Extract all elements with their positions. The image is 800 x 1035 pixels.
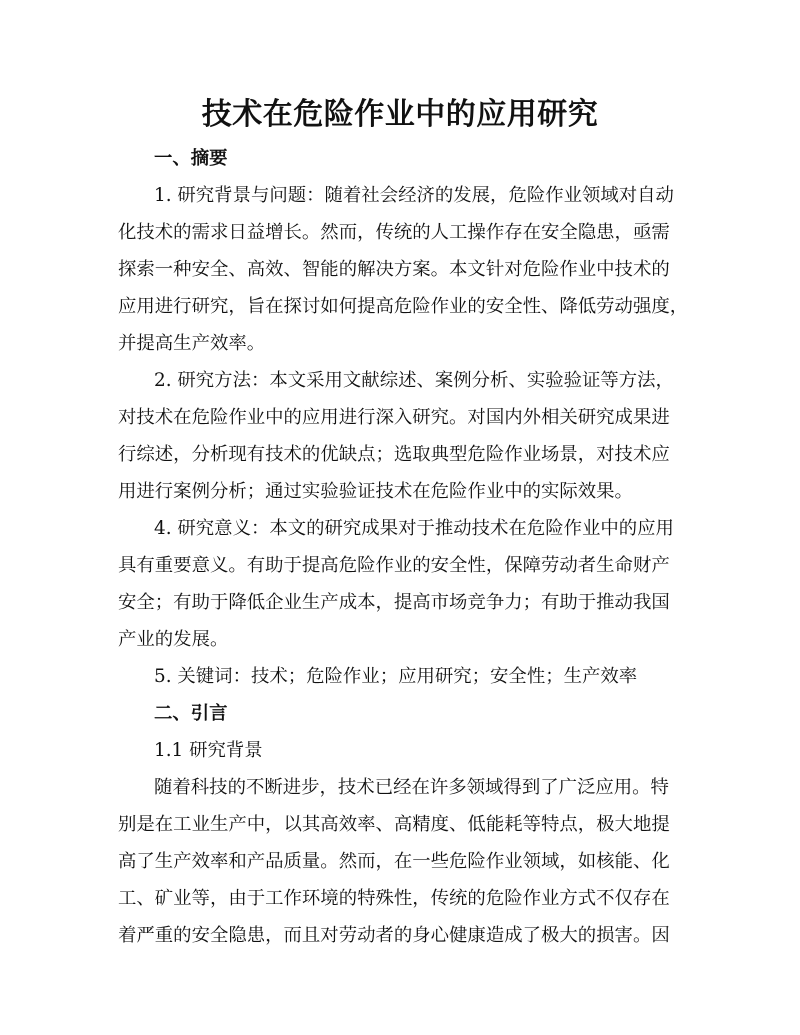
keywords-line: 5. 关键词：技术；危险作业；应用研究；安全性；生产效率 <box>154 666 638 687</box>
text-line: 应用进行研究，旨在探讨如何提高危险作业的安全性、降低劳动强度， <box>118 296 689 317</box>
text-line: 高了生产效率和产品质量。然而，在一些危险作业领域，如核能、化 <box>118 851 670 872</box>
text-line: 用进行案例分析；通过实验验证技术在危险作业中的实际效果。 <box>118 481 633 502</box>
text-line: 1. 研究背景与问题：随着社会经济的发展，危险作业领域对自动 <box>154 185 674 206</box>
document-body <box>118 140 689 954</box>
text-line: 工、矿业等，由于工作环境的特殊性，传统的危险作业方式不仅存在 <box>118 888 670 909</box>
text-line: 对技术在危险作业中的应用进行深入研究。对国内外相关研究成果进 <box>118 407 670 428</box>
paragraph-significance <box>118 510 682 658</box>
abstract-heading: 一、摘要 <box>154 148 228 169</box>
paragraph-background <box>118 177 689 362</box>
text-line: 4. 研究意义：本文的研究成果对于推动技术在危险作业中的应用 <box>154 518 674 539</box>
text-line: 探索一种安全、高效、智能的解决方案。本文针对危险作业中技术的 <box>118 259 670 280</box>
subsection-heading: 1.1 研究背景 <box>154 740 263 761</box>
text-line: 安全；有助于降低企业生产成本，提高市场竞争力；有助于推动我国 <box>118 592 670 613</box>
text-line: 行综述，分析现有技术的优缺点；选取典型危险作业场景，对技术应 <box>118 444 670 465</box>
text-line: 并提高生产效率。 <box>118 333 266 354</box>
text-line: 2. 研究方法：本文采用文献综述、案例分析、实验验证等方法， <box>154 370 674 391</box>
document-title: 技术在危险作业中的应用研究 <box>201 97 599 132</box>
text-line: 随着科技的不断进步，技术已经在许多领域得到了广泛应用。特 <box>154 777 669 798</box>
text-line: 产业的发展。 <box>118 629 229 650</box>
text-line: 具有重要意义。有助于提高危险作业的安全性，保障劳动者生命财产 <box>118 555 670 576</box>
paragraph-method <box>118 362 682 510</box>
text-line: 化技术的需求日益增长。然而，传统的人工操作存在安全隐患，亟需 <box>118 222 670 243</box>
paragraph-intro <box>118 769 682 954</box>
text-line: 别是在工业生产中，以其高效率、高精度、低能耗等特点，极大地提 <box>118 814 670 835</box>
intro-heading: 二、引言 <box>154 703 228 724</box>
text-line: 着严重的安全隐患，而且对劳动者的身心健康造成了极大的损害。因 <box>118 925 670 946</box>
